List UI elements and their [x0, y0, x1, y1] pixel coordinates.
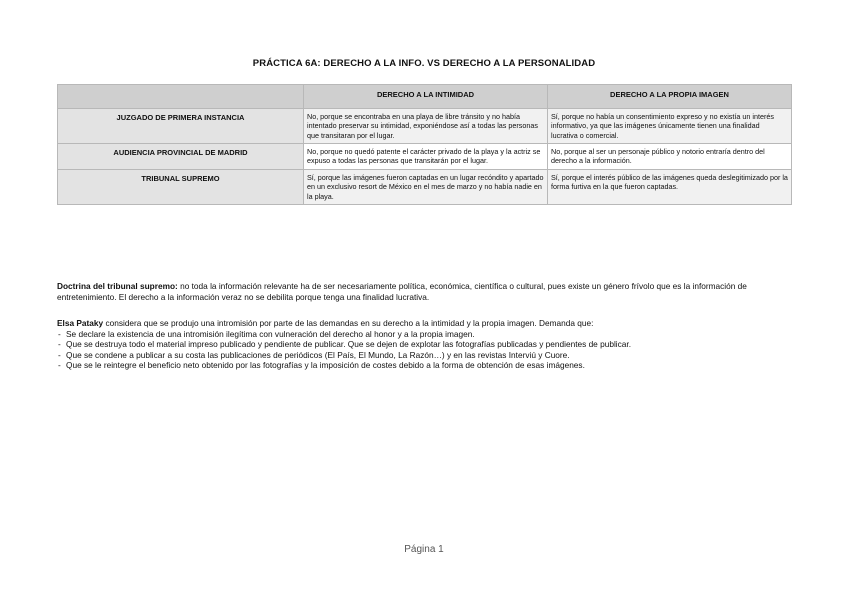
- table-header-corner: [58, 85, 304, 109]
- doctrina-paragraph: [57, 281, 793, 302]
- table-cell-imagen: Sí, porque el interés público de las imágenes queda deslegitimizado por la forma furtiva en la que fueron captadas.: [548, 169, 792, 204]
- list-item: - Que se condene a publicar a su costa las publicaciones de periódicos (El País, El Mundo, La Razón…) y en las revistas Interviú y Cuore.: [57, 350, 793, 361]
- table-row: [58, 169, 792, 204]
- demanda-text: considera que se produjo una intromisión por parte de las demandas en su derecho a la intimidad y la propia imagen. Demanda que:: [103, 318, 594, 328]
- doctrina-text: no toda la información relevante ha de ser necesariamente política, económica, científica o cultural, pues existe un género frívolo que es la información de entretenimiento. El derecho a la información veraz no se debilita porque tenga una finalidad lucrativa.: [57, 281, 747, 302]
- plaintiff-name: Elsa Pataky: [57, 318, 104, 328]
- row-label: TRIBUNAL SUPREMO: [58, 169, 304, 204]
- table-cell-imagen: Sí, porque no había un consentimiento expreso y no existía un interés informativo, ya que las imágenes únicamente tienen una finalidad lucrativa o comercial.: [548, 109, 792, 144]
- doctrina-label: Doctrina del tribunal supremo:: [57, 281, 178, 291]
- table-cell-intimidad: Sí, porque las imágenes fueron captadas en un lugar recóndito y apartado en un exclusivo resort de México en el mes de marzo y no había nadie en la playa.: [304, 169, 548, 204]
- demanda-paragraph: [57, 318, 793, 371]
- row-label: AUDIENCIA PROVINCIAL DE MADRID: [58, 144, 304, 170]
- table-row: [58, 109, 792, 144]
- demanda-intro: [57, 318, 793, 329]
- table-cell-intimidad: No, porque se encontraba en una playa de libre tránsito y no había intentado preservar su intimidad, exponiéndose así a todas las personas que transitaran por el lugar.: [304, 109, 548, 144]
- table-cell-intimidad: No, porque no quedó patente el carácter privado de la playa y la actriz se expuso a todas las personas que transitarán por el lugar.: [304, 144, 548, 170]
- list-item: - Se declare la existencia de una intromisión ilegítima con vulneración del derecho al honor y a la propia imagen.: [57, 329, 793, 340]
- table-header-imagen: DERECHO A LA PROPIA IMAGEN: [548, 85, 792, 109]
- list-item: - Que se le reintegre el beneficio neto obtenido por las fotografías y la imposición de costes debido a la forma de obtención de esas imágenes.: [57, 360, 793, 371]
- page-number: Página 1: [404, 544, 444, 555]
- document-title: PRÁCTICA 6A: DERECHO A LA INFO. VS DERECHO A LA PERSONALIDAD: [252, 58, 596, 69]
- table-cell-imagen: No, porque al ser un personaje público y notorio entraría dentro del derecho a la información.: [548, 144, 792, 170]
- table-row: [58, 144, 792, 170]
- table-header-row: [58, 85, 792, 109]
- row-label: JUZGADO DE PRIMERA INSTANCIA: [58, 109, 304, 144]
- comparison-table: [57, 84, 792, 205]
- list-item: - Que se destruya todo el material impreso publicado y pendiente de publicar. Que se dejen de explotar las fotografías publicadas y pendientes de publicar.: [57, 339, 793, 350]
- demanda-list: [57, 329, 793, 371]
- table-header-intimidad: DERECHO A LA INTIMIDAD: [304, 85, 548, 109]
